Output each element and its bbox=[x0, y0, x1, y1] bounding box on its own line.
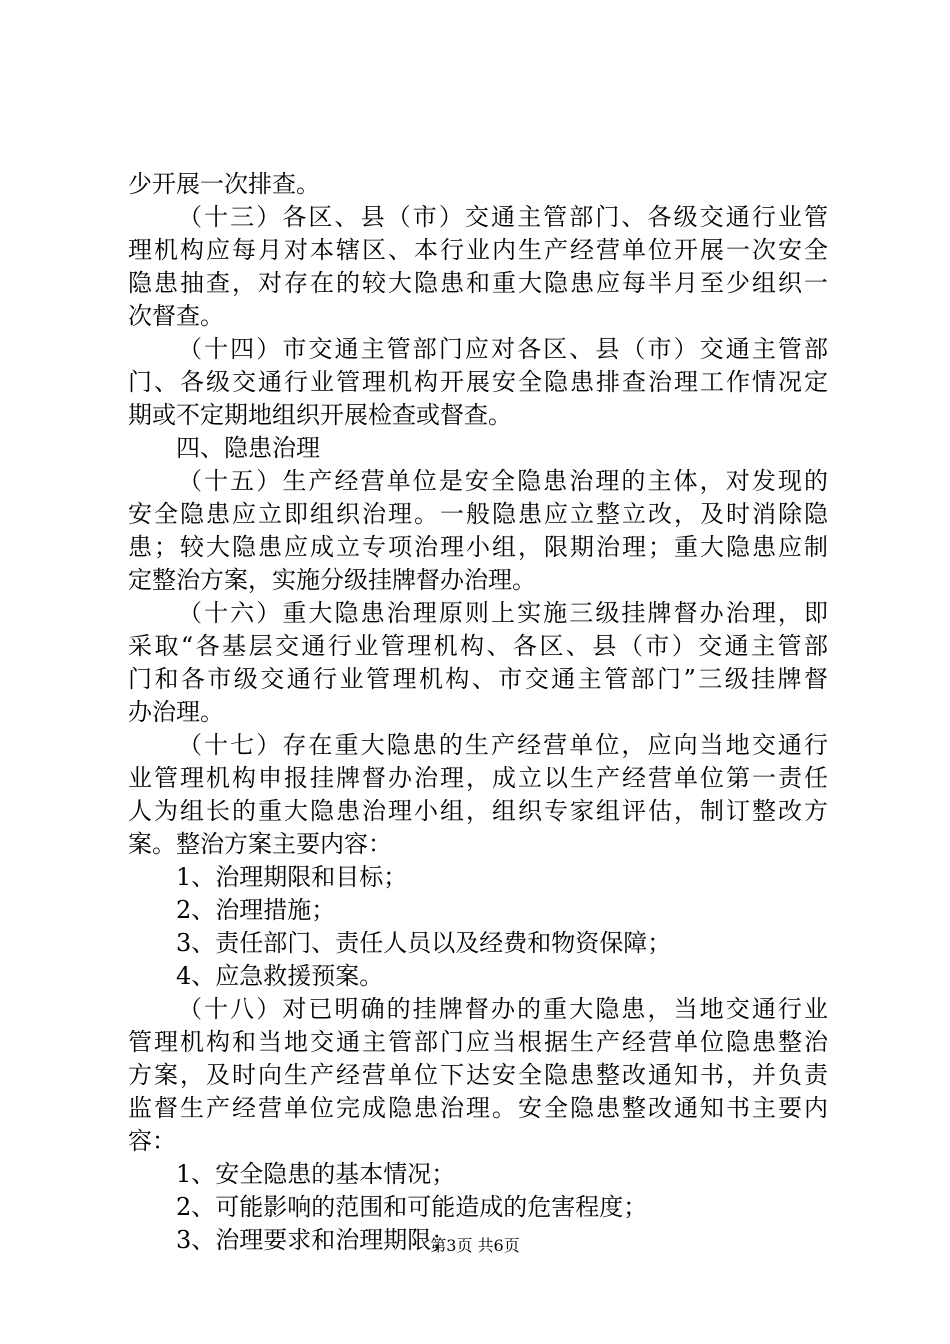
text-line: 人为组长的重大隐患治理小组，组织专家组评估，制订整改方 bbox=[128, 797, 828, 825]
text-line: 门、各级交通行业管理机构开展安全隐患排查治理工作情况定 bbox=[128, 368, 828, 396]
text-line: 方案，及时向生产经营单位下达安全隐患整改通知书，并负责 bbox=[128, 1061, 828, 1089]
text-line: 4、应急救援预案。 bbox=[176, 962, 384, 990]
text-line: （十四）市交通主管部门应对各区、县（市）交通主管部 bbox=[178, 335, 828, 363]
text-line: 业管理机构申报挂牌督办治理，成立以生产经营单位第一责任 bbox=[128, 764, 828, 792]
text-line: 容： bbox=[128, 1127, 176, 1155]
text-line: （十八）对已明确的挂牌督办的重大隐患，当地交通行业 bbox=[178, 995, 828, 1023]
page-number-footer: 第3页 共6页 bbox=[430, 1236, 520, 1255]
text-line: 隐患抽查，对存在的较大隐患和重大隐患应每半月至少组织一 bbox=[128, 269, 828, 297]
text-line: 办治理。 bbox=[128, 698, 224, 726]
text-line: 1、安全隐患的基本情况； bbox=[176, 1160, 456, 1188]
text-line: 3、治理要求和治理期限； bbox=[176, 1226, 456, 1254]
document-body bbox=[128, 168, 828, 1257]
text-line: 2、治理措施； bbox=[176, 896, 336, 924]
text-line: 管理机构和当地交通主管部门应当根据生产经营单位隐患整治 bbox=[128, 1028, 828, 1056]
text-line: 3、责任部门、责任人员以及经费和物资保障； bbox=[176, 929, 672, 957]
text-line: （十七）存在重大隐患的生产经营单位，应向当地交通行 bbox=[178, 731, 828, 759]
text-line: 门和各市级交通行业管理机构、市交通主管部门”三级挂牌督 bbox=[128, 665, 828, 693]
text-line: （十六）重大隐患治理原则上实施三级挂牌督办治理，即 bbox=[178, 599, 828, 627]
text-line: （十三）各区、县（市）交通主管部门、各级交通行业管 bbox=[178, 203, 828, 231]
text-line: 理机构应每月对本辖区、本行业内生产经营单位开展一次安全 bbox=[128, 236, 828, 264]
text-line: 1、治理期限和目标； bbox=[176, 863, 408, 891]
text-line: 定整治方案，实施分级挂牌督办治理。 bbox=[128, 566, 536, 594]
text-line: 期或不定期地组织开展检查或督查。 bbox=[128, 401, 512, 429]
text-line: 2、可能影响的范围和可能造成的危害程度； bbox=[176, 1193, 648, 1221]
text-line: 患；较大隐患应成立专项治理小组，限期治理；重大隐患应制 bbox=[128, 533, 828, 561]
text-line: 四、隐患治理 bbox=[176, 434, 320, 462]
text-line: 采取“各基层交通行业管理机构、各区、县（市）交通主管部 bbox=[128, 632, 828, 660]
text-line: （十五）生产经营单位是安全隐患治理的主体，对发现的 bbox=[178, 467, 828, 495]
text-line: 次督查。 bbox=[128, 302, 224, 330]
text-line: 监督生产经营单位完成隐患治理。安全隐患整改通知书主要内 bbox=[128, 1094, 828, 1122]
text-line: 安全隐患应立即组织治理。一般隐患应立整立改，及时消除隐 bbox=[128, 500, 828, 528]
text-line: 案。整治方案主要内容： bbox=[128, 830, 392, 858]
text-line: 少开展一次排查。 bbox=[128, 170, 320, 198]
